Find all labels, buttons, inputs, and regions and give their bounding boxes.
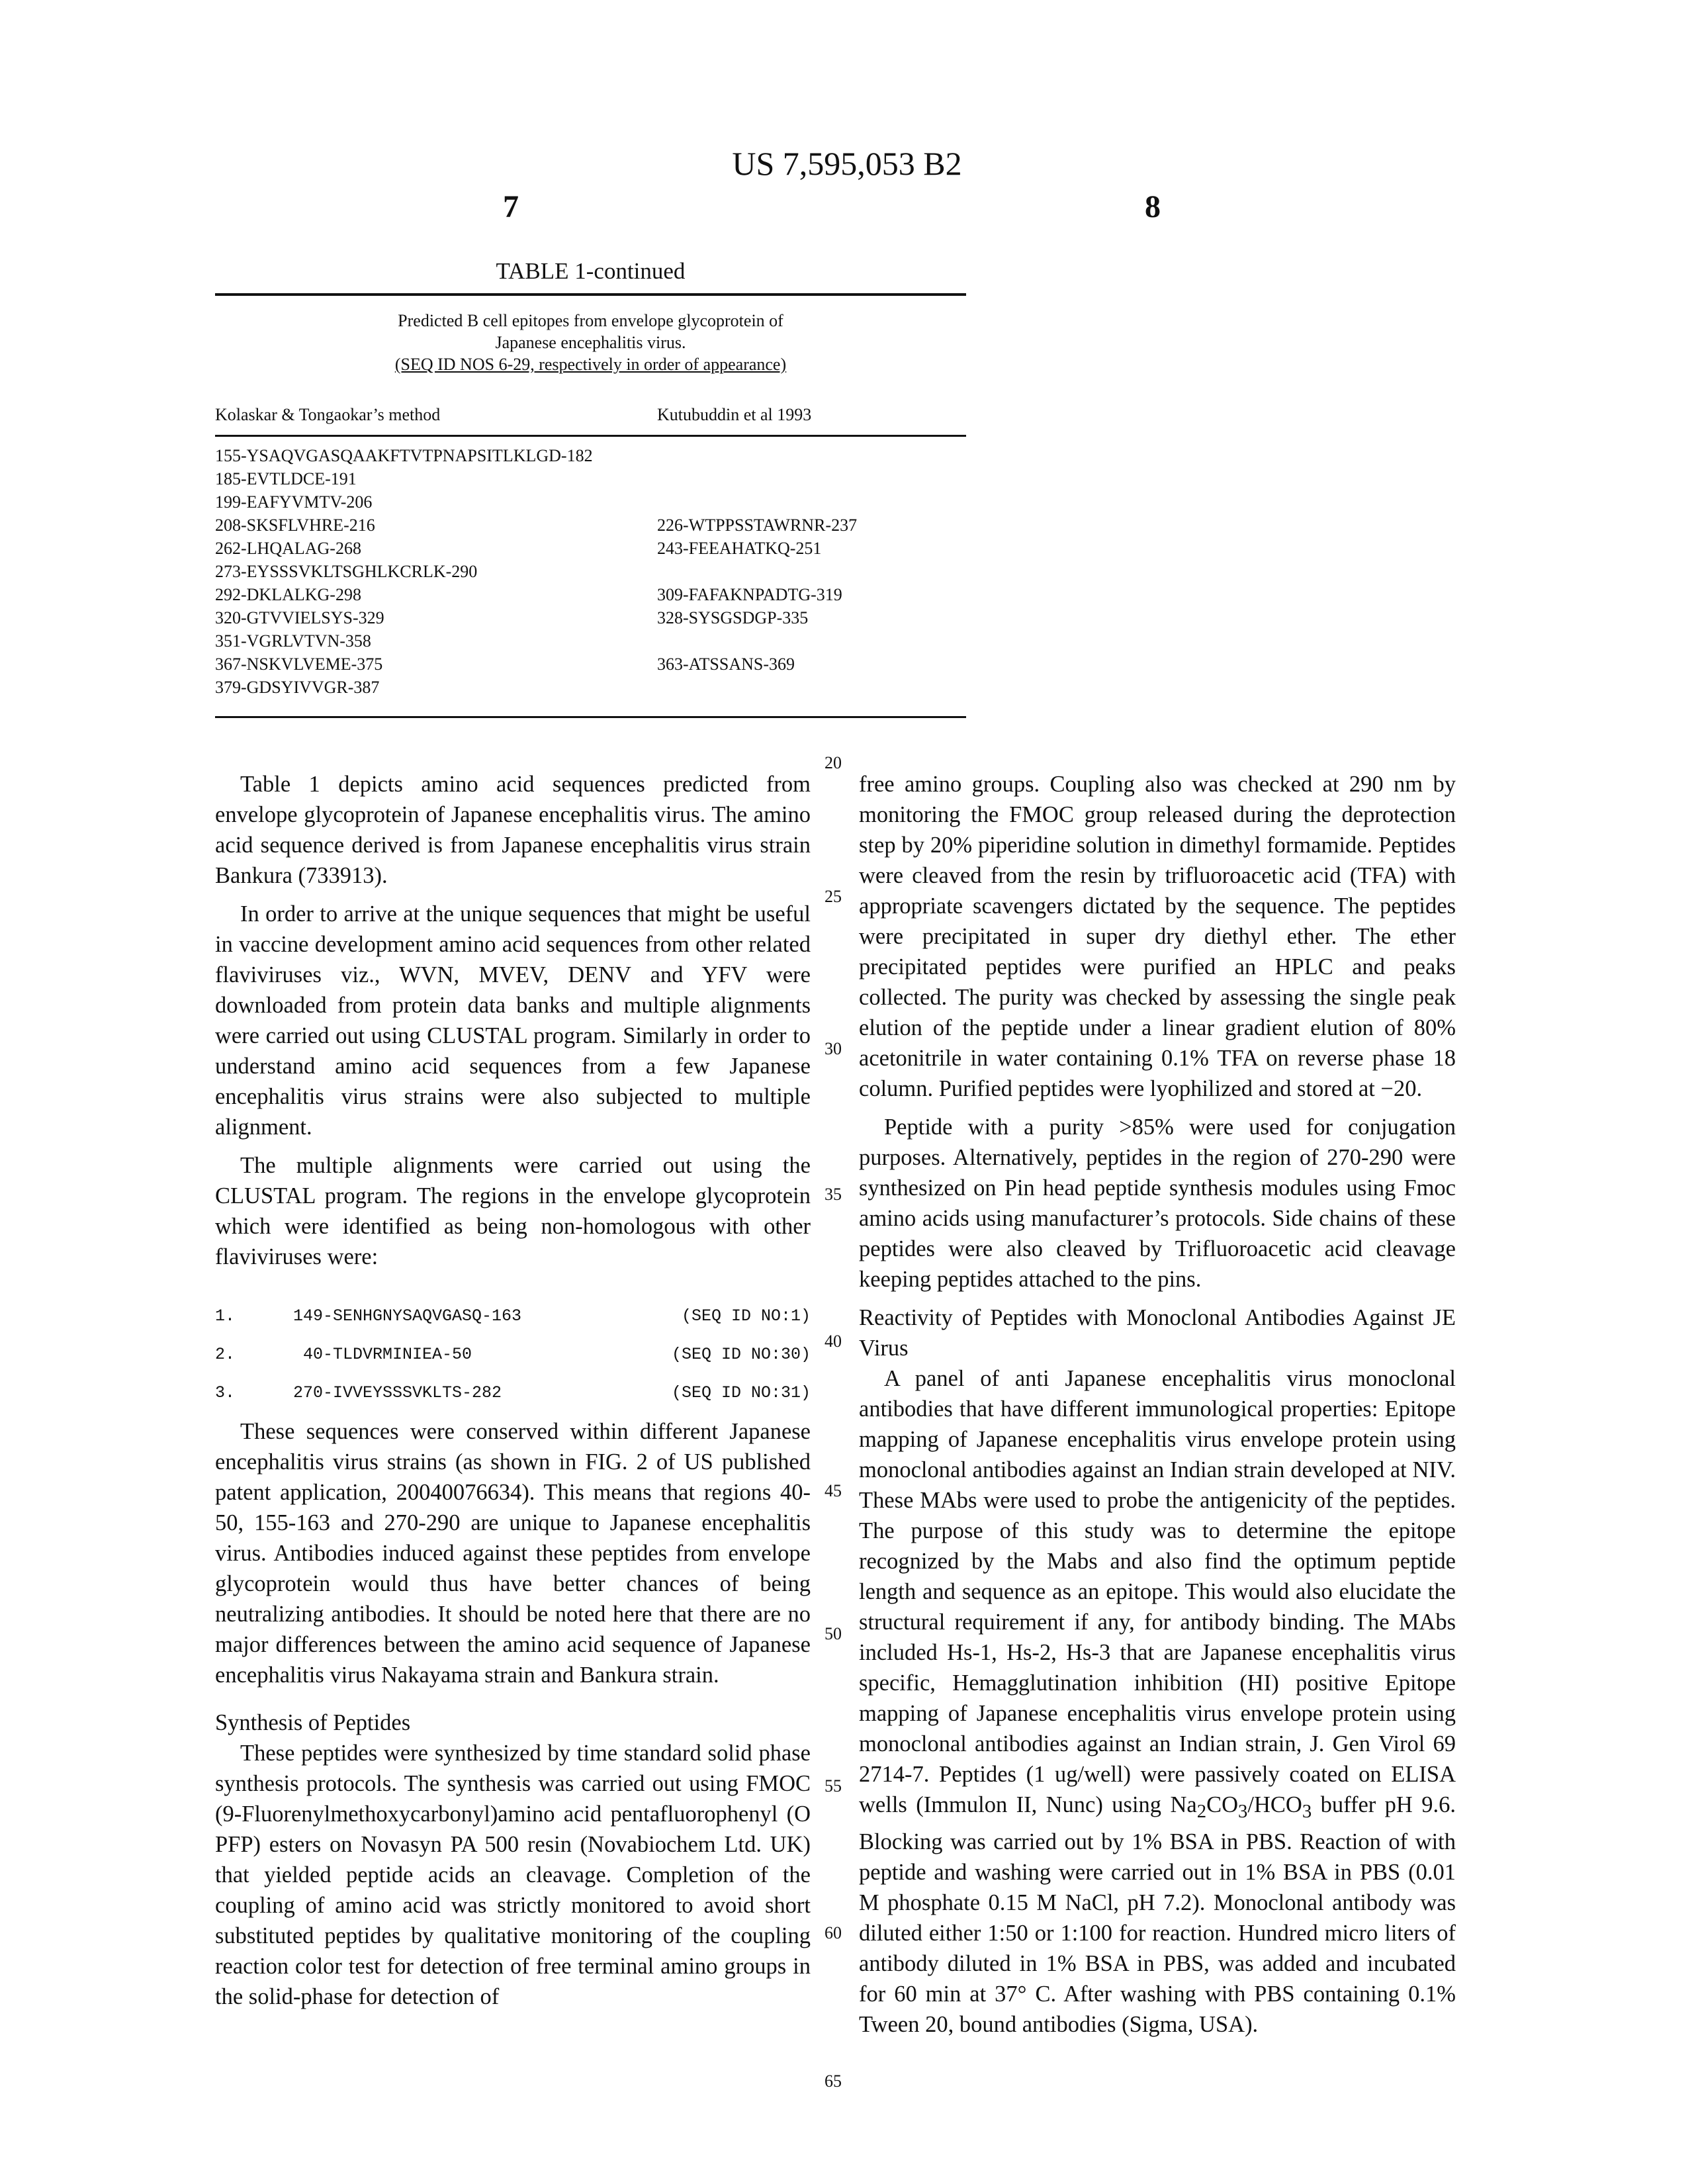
table-column-header: Kolaskar & Tongaokar’s method: [215, 405, 441, 424]
table-row: [215, 514, 966, 537]
sequence-text: 270-IVVEYSSSVKLTS-282: [293, 1383, 502, 1402]
right-column: [859, 769, 1456, 2040]
line-number: 45: [825, 1481, 842, 1500]
line-number: 55: [825, 1776, 842, 1796]
sequence-number: 2.: [215, 1345, 236, 1364]
table-row: [215, 560, 966, 583]
table-column-header: Kutubuddin et al 1993: [657, 405, 812, 424]
paragraph: These peptides were synthesized by time standard solid phase synthesis protocols. The synthesis was carried out using FMOC (9-Fluorenylmethoxycarbonyl)amino acid pentafluorophenyl (O PFP) esters on Novasyn PA 500 resin (Novabiochem Ltd. UK) that yielded peptide acids an cleavage. Completion of the coupling of amino acid was strictly monitored to avoid short substituted peptides by qualitative monitoring of the coupling reaction color test for detection of free terminal amino groups in the solid-phase for detection of: [215, 1741, 811, 2009]
paragraph-text: A panel of anti Japanese encephalitis virus monoclonal antibodies that have different immunological properties: Epitope mapping of Japanese encephalitis virus envelope protein using monoclonal antibodies against an Indian strain developed at NIV. These MAbs were used to probe the antigenicity of the peptides. The purpose of this study was to determine the epitope recognized by the Mabs and also find the optimum peptide length and sequence as an epitope. This would also elucidate the structural requirement if any, for antibody binding. The MAbs included Hs-1, Hs-2, Hs-3 that are Japanese encephalitis virus specific, Hemagglutination inhibition (HI) positive Epitope mapping of Japanese encephalitis virus envelope protein using monoclonal antibodies against an Indian strain, J. Gen Virol 69 2714-7. Peptides (1 ug/well) were passively coated on ELISA wells (Immulon II, Nunc) using Na: [859, 1366, 1456, 1817]
table-row: [215, 537, 966, 560]
table-top-rule: [215, 293, 966, 296]
paragraph: Table 1 depicts amino acid sequences predicted from envelope glycoprotein of Japanese encephalitis virus. The amino acid sequence derived is from Japanese encephalitis virus strain Bankura (733913).: [215, 772, 811, 888]
table-row: [215, 629, 966, 653]
table-cell: 199-EAFYVMTV-206: [215, 492, 373, 512]
table-row: [215, 653, 966, 676]
table-caption: [215, 310, 966, 375]
table-row: [215, 467, 966, 490]
table-cell: 292-DKLALKG-298: [215, 585, 361, 604]
line-number: 50: [825, 1624, 842, 1643]
paragraph: Peptide with a purity >85% were used for conjugation purposes. Alternatively, peptides in the region of 270-290 were synthesized on Pin head peptide synthesis modules using Fmoc amino acids using manufacturer’s protocols. Side chains of these peptides were also cleaved by Trifluoroacetic acid cleavage keeping peptides attached to the pins.: [859, 1115, 1456, 1292]
sequence-row: [215, 1336, 811, 1374]
line-number: 60: [825, 1923, 842, 1942]
line-number: 65: [825, 2071, 842, 2091]
table-body: [215, 444, 966, 699]
table-cell: 379-GDSYIVVGR-387: [215, 678, 380, 697]
table-cell: 273-EYSSSVKLTSGHLKCRLK-290: [215, 562, 478, 581]
table-cell: 367-NSKVLVEME-375: [215, 655, 383, 674]
left-column: [215, 769, 811, 2012]
line-number: 25: [825, 887, 842, 906]
table-cell: 243-FEEAHATKQ-251: [657, 539, 822, 558]
sequence-list: [215, 1297, 811, 1412]
table-cell: 328-SYSGSDGP-335: [657, 608, 809, 627]
table-row: [215, 444, 966, 467]
sequence-text: 149-SENHGNYSAQVGASQ-163: [293, 1306, 522, 1326]
table-cell: 363-ATSSANS-369: [657, 655, 795, 674]
line-number: 30: [825, 1039, 842, 1058]
paragraph-text: buffer pH 9.6. Blocking was carried out by 1% BSA in PBS. Reaction of with peptide and washing were carried out in 1% BSA in PBS (0.01 M phosphate 0.15 M NaCl, pH 7.2). Monoclonal antibody was diluted either 1:50 or 1:100 for reaction. Hundred micro liters of antibody diluted in 1% BSA in PBS, was added and incubated for 60 min at 37° C. After washing with PBS containing 0.1% Tween 20, bound antibodies (Sigma, USA).: [859, 1792, 1456, 2037]
sequence-row: [215, 1374, 811, 1412]
table-header-rule: [215, 435, 966, 437]
line-number: 20: [825, 753, 842, 772]
page-number-right: 8: [1145, 189, 1161, 224]
line-number: 35: [825, 1185, 842, 1204]
table-cell: 185-EVTLDCE-191: [215, 469, 357, 488]
page-number-left: 7: [503, 189, 519, 224]
line-number: 40: [825, 1332, 842, 1351]
table-caption-line: Predicted B cell epitopes from envelope glycoprotein of: [398, 311, 783, 330]
table-row: [215, 490, 966, 514]
table-caption-line: Japanese encephalitis virus.: [495, 333, 686, 352]
paragraph-text: /HCO: [1247, 1792, 1302, 1817]
section-heading: Reactivity of Peptides with Monoclonal Antibodies Against JE Virus: [859, 1305, 1456, 1361]
paragraph: [859, 1363, 1456, 2040]
table-title: TABLE 1-continued: [496, 258, 686, 284]
paragraph: In order to arrive at the unique sequences that might be useful in vaccine development amino acid sequences from other related flaviviruses viz., WVN, MVEV, DENV and YFV were downloaded from protein data banks and multiple alignments were carried out using CLUSTAL program. Similarly in order to understand amino acid sequences from a few Japanese encephalitis virus strains were also subjected to multiple alignment.: [215, 901, 811, 1140]
table-cell: 309-FAFAKNPADTG-319: [657, 585, 842, 604]
table-cell: 155-YSAQVGASQAAKFTVTPNAPSITLKLGD-182: [215, 446, 593, 465]
paragraph: The multiple alignments were carried out using the CLUSTAL program. The regions in the envelope glycoprotein which were identified as being non-homologous with other flaviviruses were:: [215, 1153, 811, 1269]
sequence-number: 1.: [215, 1306, 236, 1326]
sequence-id: (SEQ ID NO:31): [671, 1383, 811, 1402]
table-row: [215, 583, 966, 606]
table-cell: 351-VGRLVTVN-358: [215, 631, 371, 651]
subscript: 2: [1196, 1800, 1207, 1822]
table-row: [215, 606, 966, 629]
table-caption-line: (SEQ ID NOS 6-29, respectively in order of appearance): [394, 355, 787, 374]
patent-number: US 7,595,053 B2: [732, 145, 962, 182]
table-row: [215, 676, 966, 699]
table-cell: 226-WTPPSSTAWRNR-237: [657, 516, 858, 535]
sequence-id: (SEQ ID NO:1): [681, 1306, 811, 1326]
subscript: 3: [1238, 1800, 1248, 1822]
section-heading: Synthesis of Peptides: [215, 1710, 411, 1735]
subscript: 3: [1302, 1800, 1312, 1822]
sequence-number: 3.: [215, 1383, 236, 1402]
table-cell: 320-GTVVIELSYS-329: [215, 608, 384, 627]
sequence-row: [215, 1297, 811, 1336]
sequence-text: 40-TLDVRMINIEA-50: [293, 1345, 472, 1364]
table-cell: 208-SKSFLVHRE-216: [215, 516, 375, 535]
paragraph: These sequences were conserved within different Japanese encephalitis virus strains (as shown in FIG. 2 of US published patent application, 20040076634). This means that regions 40-50, 155-163 and 270-290 are unique to Japanese encephalitis virus. Antibodies induced against these peptides from envelope glycoprotein would thus have better chances of being neutralizing antibodies. It should be noted here that there are no major differences between the amino acid sequence of Japanese encephalitis virus Nakayama strain and Bankura strain.: [215, 1419, 811, 1688]
sequence-id: (SEQ ID NO:30): [671, 1345, 811, 1364]
table-bottom-rule: [215, 716, 966, 718]
paragraph-text: CO: [1206, 1792, 1238, 1817]
paragraph: free amino groups. Coupling also was checked at 290 nm by monitoring the FMOC group released during the deprotection step by 20% piperidine solution in dimethyl formamide. Peptides were cleaved from the resin by trifluoroacetic acid (TFA) with appropriate scavengers dictated by the sequence. The peptides were precipitated in super dry diethyl ether. The ether precipitated peptides were purified an HPLC and peaks collected. The purity was checked by assessing the single peak elution of the peptide under a linear gradient elution of 80% acetonitrile in water containing 0.1% TFA on reverse phase 18 column. Purified peptides were lyophilized and stored at −20.: [859, 772, 1456, 1101]
table-cell: 262-LHQALAG-268: [215, 539, 361, 558]
